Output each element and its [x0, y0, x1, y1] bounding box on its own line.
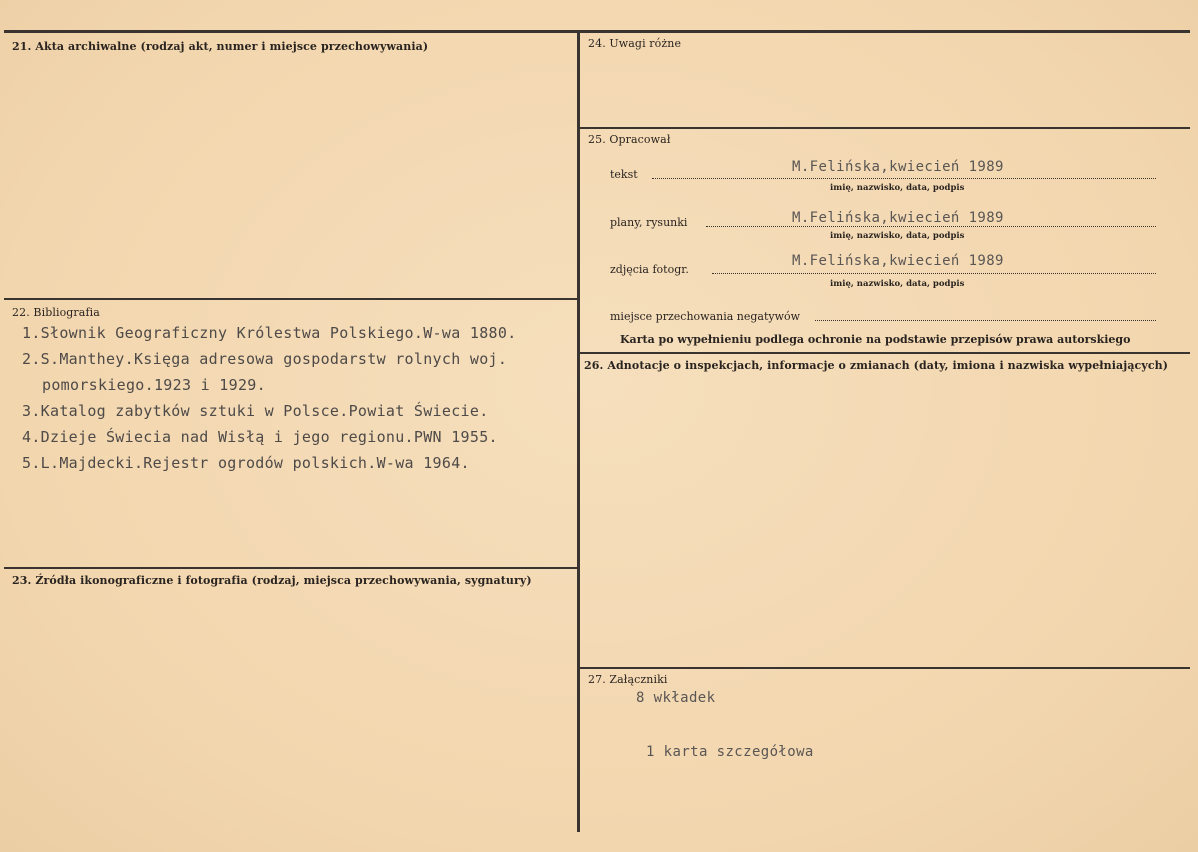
section-22-label: 22. Bibliografia — [12, 306, 100, 319]
text-author-caption: imię, nazwisko, data, podpis — [830, 183, 965, 193]
attachment-line: 8 wkładek — [636, 690, 716, 706]
section-23-label: 23. Źródła ikonograficzne i fotografia (rodzaj, miejsca przechowywania, sygnatury) — [12, 574, 532, 587]
section-26-label: 26. Adnotacje o inspekcjach, informacje o zmianach (daty, imiona i nazwiska wypełniających) — [584, 359, 1169, 372]
divider-22-23 — [4, 567, 579, 569]
vertical-divider — [577, 30, 580, 832]
bibliography-line: 4.Dzieje Świecia nad Wisłą i jego regionu.PWN 1955. — [22, 428, 498, 446]
section-25-label: 25. Opracował — [588, 133, 671, 146]
divider-21-22 — [4, 298, 579, 300]
top-border — [4, 30, 1190, 33]
photos-author-label: zdjęcia fotogr. — [610, 263, 689, 276]
photos-author-value: M.Felińska,kwiecień 1989 — [792, 253, 1004, 269]
divider-26-27 — [578, 667, 1190, 669]
bibliography-line: pomorskiego.1923 i 1929. — [42, 376, 266, 394]
photos-author-caption: imię, nazwisko, data, podpis — [830, 279, 965, 289]
text-author-value: M.Felińska,kwiecień 1989 — [792, 159, 1004, 175]
negatives-location-label: miejsce przechowania negatywów — [610, 310, 801, 323]
section-27-label: 27. Załączniki — [588, 673, 668, 686]
photos-author-line — [712, 273, 1156, 274]
copyright-note: Karta po wypełnieniu podlega ochronie na podstawie przepisów prawa autorskiego — [620, 333, 1131, 346]
section-21-label: 21. Akta archiwalne (rodzaj akt, numer i miejsce przechowywania) — [12, 40, 429, 53]
drawings-author-caption: imię, nazwisko, data, podpis — [830, 231, 965, 241]
bibliography-line: 2.S.Manthey.Księga adresowa gospodarstw rolnych woj. — [22, 350, 508, 368]
drawings-author-line — [706, 226, 1156, 227]
bibliography-line: 1.Słownik Geograficzny Królestwa Polskiego.W-wa 1880. — [22, 324, 517, 342]
drawings-author-value: M.Felińska,kwiecień 1989 — [792, 210, 1004, 226]
section-24-label: 24. Uwagi różne — [588, 37, 682, 50]
divider-24-25 — [578, 127, 1190, 129]
bibliography-line: 5.L.Majdecki.Rejestr ogrodów polskich.W-wa 1964. — [22, 454, 470, 472]
text-author-line — [652, 178, 1156, 179]
divider-25-26 — [578, 352, 1190, 354]
bibliography-line: 3.Katalog zabytków sztuki w Polsce.Powiat Świecie. — [22, 402, 489, 420]
drawings-author-label: plany, rysunki — [610, 216, 688, 229]
attachment-line: 1 karta szczegółowa — [646, 744, 814, 760]
negatives-location-line — [815, 320, 1156, 321]
text-author-label: tekst — [610, 168, 638, 181]
